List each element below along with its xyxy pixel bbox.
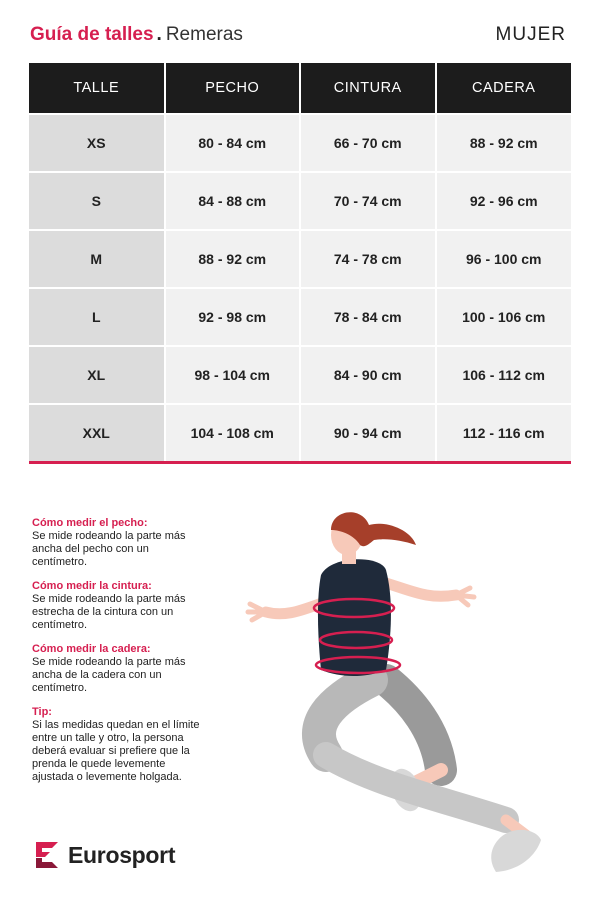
note-waist (32, 580, 202, 632)
hip-cell: 100 - 106 cm (436, 288, 572, 346)
chest-cell: 84 - 88 cm (165, 172, 301, 230)
size-cell: M (29, 230, 165, 288)
chest-cell: 92 - 98 cm (165, 288, 301, 346)
note-body: Si las medidas quedan en el límite entre un talle y otro, la persona deberá evaluar si prefiere que la prenda le quede levemente ajustada o levemente holgada. (32, 719, 200, 783)
note-heading: Cómo medir la cintura: (32, 580, 152, 592)
front-shin (326, 755, 506, 820)
chest-cell: 104 - 108 cm (165, 404, 301, 461)
table-row (29, 172, 571, 230)
note-heading: Tip: (32, 706, 52, 718)
measurement-notes (32, 517, 202, 795)
hip-cell: 106 - 112 cm (436, 346, 572, 404)
note-chest (32, 517, 202, 569)
size-cell: XXL (29, 404, 165, 461)
page-title (30, 24, 243, 46)
note-tip (32, 706, 202, 784)
title-separator: . (156, 24, 162, 45)
chest-cell: 80 - 84 cm (165, 114, 301, 172)
size-cell: L (29, 288, 165, 346)
waist-cell: 90 - 94 cm (300, 404, 436, 461)
runner-illustration (236, 500, 576, 880)
brand-name: Eurosport (68, 842, 176, 868)
chest-cell: 88 - 92 cm (165, 230, 301, 288)
table-bottom-rule (29, 461, 571, 464)
size-cell: XL (29, 346, 165, 404)
hip-cell: 96 - 100 cm (436, 230, 572, 288)
note-body: Se mide rodeando la parte más ancha del pecho con un centímetro. (32, 530, 186, 568)
hip-cell: 112 - 116 cm (436, 404, 572, 461)
column-header-talle: TALLE (29, 63, 165, 114)
column-header-cadera: CADERA (436, 63, 572, 114)
table-row (29, 230, 571, 288)
note-heading: Cómo medir la cadera: (32, 643, 151, 655)
table-header-row (29, 63, 571, 114)
note-body: Se mide rodeando la parte más ancha de la cadera con un centímetro. (32, 656, 186, 694)
size-cell: S (29, 172, 165, 230)
note-heading: Cómo medir el pecho: (32, 517, 148, 529)
size-table (29, 63, 571, 461)
table-row (29, 288, 571, 346)
waist-cell: 70 - 74 cm (300, 172, 436, 230)
table-row (29, 114, 571, 172)
chest-cell: 98 - 104 cm (165, 346, 301, 404)
column-header-pecho: PECHO (165, 63, 301, 114)
note-body: Se mide rodeando la parte más estrecha de la cintura con un centímetro. (32, 593, 186, 631)
front-shoe (491, 830, 541, 872)
waist-cell: 84 - 90 cm (300, 346, 436, 404)
size-table-container (29, 63, 571, 464)
waist-cell: 66 - 70 cm (300, 114, 436, 172)
eurosport-logo-icon (32, 838, 62, 872)
table-row (29, 346, 571, 404)
page-header (30, 24, 570, 52)
note-hip (32, 643, 202, 695)
brand-logo (32, 838, 202, 874)
waist-cell: 74 - 78 cm (300, 230, 436, 288)
back-hand (248, 604, 266, 620)
column-header-cintura: CINTURA (300, 63, 436, 114)
hip-cell: 88 - 92 cm (436, 114, 572, 172)
gender-label: MUJER (495, 24, 566, 45)
title-subtitle: Remeras (165, 24, 243, 45)
hip-cell: 92 - 96 cm (436, 172, 572, 230)
title-main: Guía de talles (30, 24, 154, 45)
size-cell: XS (29, 114, 165, 172)
table-row (29, 404, 571, 461)
waist-cell: 78 - 84 cm (300, 288, 436, 346)
back-leg (386, 680, 441, 770)
